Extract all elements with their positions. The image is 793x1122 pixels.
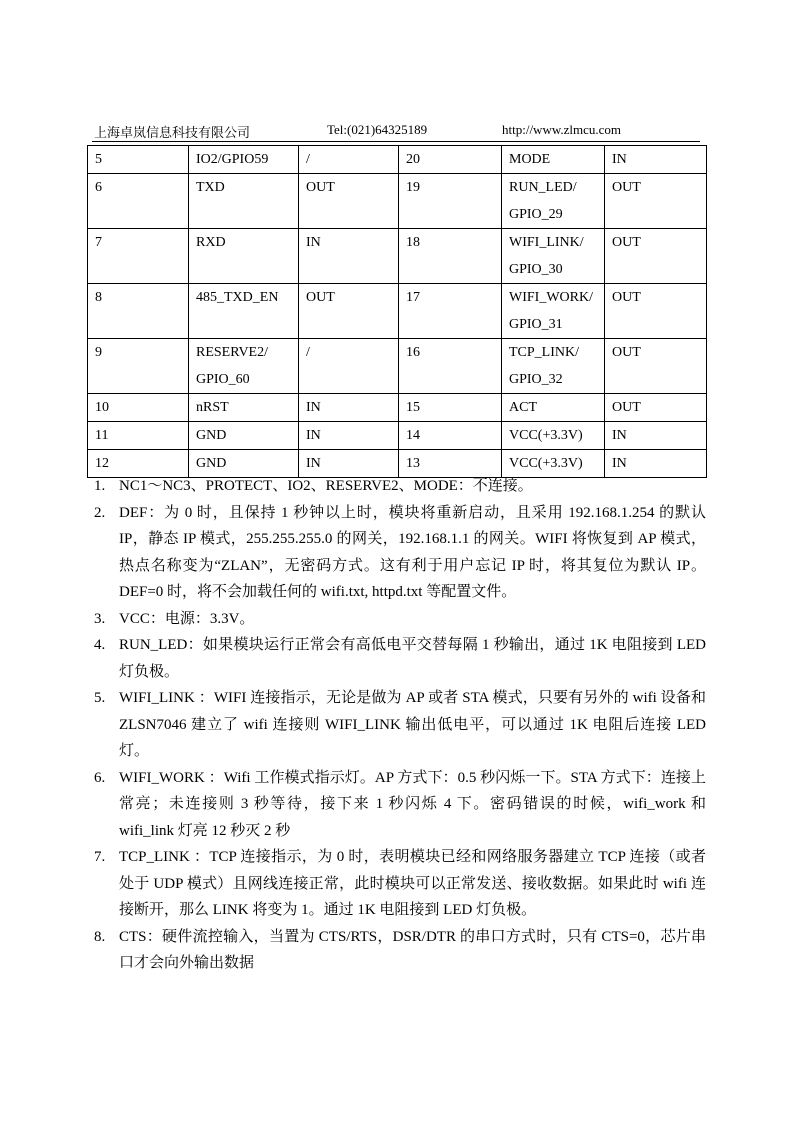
table-cell: IN — [605, 146, 707, 174]
table-cell: 19 — [399, 174, 502, 229]
table-cell: OUT — [299, 284, 399, 339]
table-cell: WIFI_LINK/ GPIO_30 — [502, 229, 605, 284]
table-cell: VCC(+3.3V) — [502, 422, 605, 450]
table-row — [88, 284, 707, 339]
table-cell: OUT — [299, 174, 399, 229]
list-text: VCC：电源：3.3V。 — [119, 610, 255, 627]
list-text: NC1～NC3、PROTECT、IO2、RESERVE2、MODE：不连接。 — [119, 478, 533, 494]
table-cell: 12 — [88, 450, 189, 478]
table-cell: 13 — [399, 450, 502, 478]
list-item — [94, 924, 706, 977]
table-row — [88, 146, 707, 174]
table-cell: TXD — [189, 174, 299, 229]
table-row — [88, 229, 707, 284]
table-cell: ACT — [502, 394, 605, 422]
list-item — [94, 685, 706, 765]
table-cell: nRST — [189, 394, 299, 422]
list-text: DEF：为 0 时，且保持 1 秒钟以上时，模块将重新启动，且采用 192.168.1.254 的默认 IP，静态 IP 模式，255.255.255.0 的网关，192.168.1.1 的网关。WIFI 将恢复到 AP 模式，热点名称变为“ZLAN”，无密码方式。这有利于用户忘记 IP 时，将其复位为默认 IP。DEF=0 时，将不会加载任何的 wifi.txt, httpd.txt 等配置文件。 — [119, 504, 706, 600]
page-header — [92, 120, 700, 142]
list-number: 8. — [94, 928, 106, 945]
table-cell: 17 — [399, 284, 502, 339]
list-text: TCP_LINK ：TCP 连接指示，为 0 时，表明模块已经和网络服务器建立 TCP 连接（或者处于 UDP 模式）且网线连接正常，此时模块可以正常发送、接收数据。如果此时 wifi 连接断开，那么 LINK 将变为 1。通过 1K 电阻接到 LED 灯负极。 — [119, 849, 706, 918]
table-cell: RESERVE2/ GPIO_60 — [189, 339, 299, 394]
table-cell: 11 — [88, 422, 189, 450]
table-cell: OUT — [605, 339, 707, 394]
table-cell: TCP_LINK/ GPIO_32 — [502, 339, 605, 394]
list-number: 5. — [94, 690, 106, 706]
table-cell: IN — [299, 450, 399, 478]
table-cell: 10 — [88, 394, 189, 422]
table-row — [88, 339, 707, 394]
list-number: 3. — [94, 610, 106, 627]
table-cell: RUN_LED/ GPIO_29 — [502, 174, 605, 229]
list-number: 7. — [94, 849, 106, 865]
table-cell: OUT — [605, 394, 707, 422]
table-cell: GND — [189, 422, 299, 450]
list-number: 2. — [94, 504, 106, 521]
list-item — [94, 765, 706, 845]
table-cell: 485_TXD_EN — [189, 284, 299, 339]
table-cell: 16 — [399, 339, 502, 394]
table-cell: OUT — [605, 284, 707, 339]
notes-list — [94, 473, 706, 977]
table-cell: 6 — [88, 174, 189, 229]
table-cell: WIFI_WORK/ GPIO_31 — [502, 284, 605, 339]
table-cell: 8 — [88, 284, 189, 339]
list-text: WIFI_LINK ：WIFI 连接指示，无论是做为 AP 或者 STA 模式，只要有另外的 wifi 设备和 ZLSN7046 建立了 wifi 连接则 WIFI_LINK 输出低电平，可以通过 1K 电阻后连接 LED 灯。 — [119, 690, 706, 759]
table-cell: 7 — [88, 229, 189, 284]
header-tel: Tel:(021)64325189 — [327, 122, 428, 137]
table-cell: / — [299, 146, 399, 174]
table-cell: 18 — [399, 229, 502, 284]
table-row — [88, 394, 707, 422]
table-cell: GND — [189, 450, 299, 478]
list-text: CTS：硬件流控输入，当置为 CTS/RTS，DSR/DTR 的串口方式时，只有 CTS=0，芯片串口才会向外输出数据 — [119, 928, 706, 971]
table-cell: IN — [605, 422, 707, 450]
list-number: 6. — [94, 769, 106, 786]
table-cell: IN — [299, 229, 399, 284]
table-cell: VCC(+3.3V) — [502, 450, 605, 478]
table-cell: IO2/GPIO59 — [189, 146, 299, 174]
pin-table — [87, 145, 707, 478]
table-cell: / — [299, 339, 399, 394]
table-cell: 20 — [399, 146, 502, 174]
list-item — [94, 844, 706, 924]
table-cell: RXD — [189, 229, 299, 284]
table-row — [88, 174, 707, 229]
header-url: http://www.zlmcu.com — [502, 122, 622, 137]
list-text: WIFI_WORK ：Wifi 工作模式指示灯。AP 方式下：0.5 秒闪烁一下。STA 方式下：连接上常亮；未连接则 3 秒等待，接下来 1 秒闪烁 4 下。密码错误的时候，wifi_work 和 wifi_link 灯亮 12 秒灭 2 秒 — [119, 769, 706, 839]
list-number: 4. — [94, 637, 106, 653]
table-cell: OUT — [605, 174, 707, 229]
list-item — [94, 606, 706, 633]
table-cell: IN — [299, 394, 399, 422]
list-item — [94, 473, 706, 500]
table-cell: 5 — [88, 146, 189, 174]
table-cell: IN — [299, 422, 399, 450]
table-cell: 15 — [399, 394, 502, 422]
table-cell: MODE — [502, 146, 605, 174]
table-cell: 14 — [399, 422, 502, 450]
list-item — [94, 632, 706, 685]
table-cell: OUT — [605, 229, 707, 284]
list-item — [94, 500, 706, 606]
list-number: 1. — [94, 478, 106, 494]
table-cell: 9 — [88, 339, 189, 394]
table-row — [88, 422, 707, 450]
list-text: RUN_LED：如果模块运行正常会有高低电平交替每隔 1 秒输出，通过 1K 电阻接到 LED 灯负极。 — [119, 637, 706, 680]
header-company: 上海卓岚信息科技有限公司 — [94, 125, 251, 140]
table-cell: IN — [605, 450, 707, 478]
